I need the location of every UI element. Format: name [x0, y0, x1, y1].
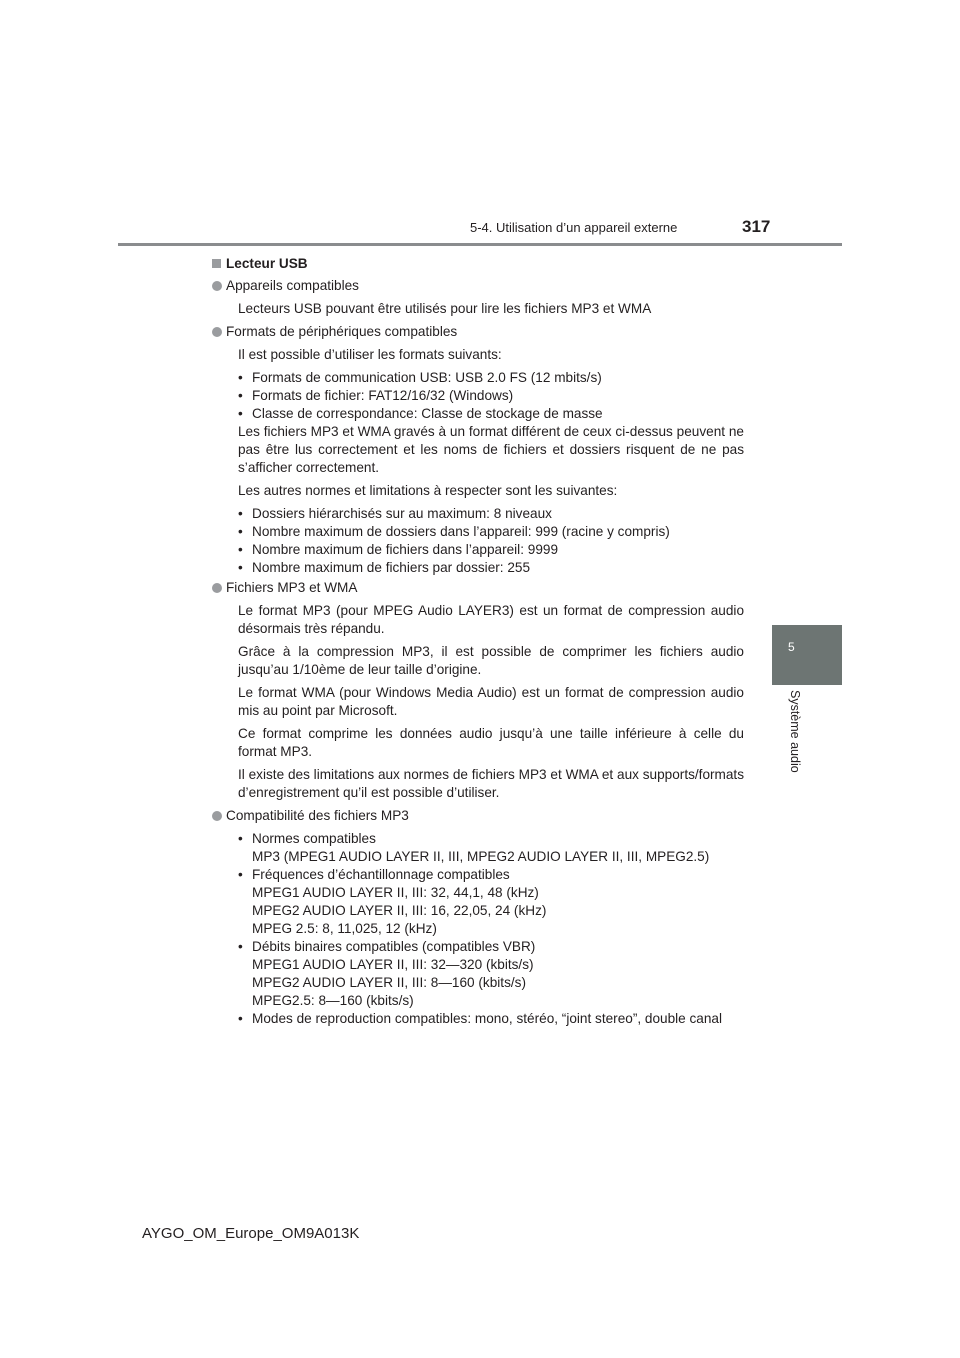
item-heading-text: Appareils compatibles: [226, 278, 359, 293]
item-heading-text: Formats de périphériques compatibles: [226, 324, 458, 339]
list-item: • Formats de communication USB: USB 2.0 FS (12 mbits/s): [238, 369, 744, 387]
list-item: • Normes compatibles: [238, 830, 744, 848]
item-heading-text: Fichiers MP3 et WMA: [226, 580, 358, 595]
circle-bullet-icon: [212, 327, 222, 337]
list-subline: MPEG1 AUDIO LAYER II, III: 32, 44,1, 48 (kHz): [252, 885, 539, 900]
header-rule: [118, 243, 842, 246]
item-heading: [212, 323, 744, 341]
paragraph: Ce format comprime les données audio jusqu’à une taille inférieure à celle du format MP3.: [238, 726, 744, 759]
list-item: • Nombre maximum de dossiers dans l’appareil: 999 (racine y compris): [238, 523, 744, 541]
paragraph: Le format MP3 (pour MPEG Audio LAYER3) est un format de compression audio désormais très répandu.: [238, 603, 744, 636]
circle-bullet-icon: [212, 583, 222, 593]
page-number: 317: [742, 217, 771, 236]
item-heading-text: Compatibilité des fichiers MP3: [226, 808, 409, 823]
list-item: • Fréquences d’échantillonnage compatibles: [238, 866, 744, 884]
footer-document-id: AYGO_OM_Europe_OM9A013K: [142, 1225, 360, 1242]
page-content: [212, 254, 744, 1033]
paragraph: Grâce à la compression MP3, il est possible de comprimer les fichiers audio jusqu’au 1/10ème de leur taille d’origine.: [238, 644, 744, 677]
paragraph: Les fichiers MP3 et WMA gravés à un format différent de ceux ci-dessus peuvent ne pas être lus correctement et les noms de fichiers et dossiers risquent de ne pas s’afficher correctement.: [238, 424, 744, 475]
section-heading-text: Lecteur USB: [226, 256, 308, 271]
chapter-tab-number: 5: [788, 640, 795, 654]
paragraph: Il existe des limitations aux normes de fichiers MP3 et WMA et aux supports/formats d’enregistrement qu’il est possible d’utiliser.: [238, 767, 744, 800]
section-heading: [212, 254, 744, 273]
circle-bullet-icon: [212, 811, 222, 821]
list-subline: MPEG2.5: 8—160 (kbits/s): [252, 993, 414, 1008]
item-heading: [212, 807, 744, 825]
chapter-tab: [772, 625, 842, 685]
list-item: • Dossiers hiérarchisés sur au maximum: 8 niveaux: [238, 505, 744, 523]
list-subline: MPEG2 AUDIO LAYER II, III: 16, 22,05, 24 (kHz): [252, 903, 547, 918]
list-subline: MPEG 2.5: 8, 11,025, 12 (kHz): [252, 921, 437, 936]
bullet-list: [238, 505, 744, 577]
paragraph: Lecteurs USB pouvant être utilisés pour lire les fichiers MP3 et WMA: [238, 301, 652, 316]
list-item: • Débits binaires compatibles (compatibles VBR): [238, 938, 744, 956]
header-section-title: 5-4. Utilisation d’un appareil externe: [470, 220, 678, 235]
list-subline: MPEG2 AUDIO LAYER II, III: 8—160 (kbits/s): [252, 975, 526, 990]
list-item: • Nombre maximum de fichiers par dossier: 255: [238, 559, 744, 577]
list-item: • Classe de correspondance: Classe de stockage de masse: [238, 405, 744, 423]
paragraph: Les autres normes et limitations à respecter sont les suivantes:: [238, 483, 618, 498]
list-subline: MP3 (MPEG1 AUDIO LAYER II, III, MPEG2 AUDIO LAYER II, III, MPEG2.5): [252, 849, 710, 864]
square-bullet-icon: [212, 259, 221, 268]
circle-bullet-icon: [212, 281, 222, 291]
item-heading: [212, 277, 744, 295]
paragraph: Le format WMA (pour Windows Media Audio) est un format de compression audio mis au point par Microsoft.: [238, 685, 744, 718]
list-item: • Modes de reproduction compatibles: mono, stéréo, “joint stereo”, double canal: [238, 1010, 744, 1028]
bullet-list: [238, 369, 744, 423]
paragraph: Il est possible d’utiliser les formats suivants:: [238, 347, 502, 362]
chapter-side-label: Système audio: [788, 690, 802, 773]
list-item: • Formats de fichier: FAT12/16/32 (Windows): [238, 387, 744, 405]
list-item: • Nombre maximum de fichiers dans l’appareil: 9999: [238, 541, 744, 559]
bullet-list: [238, 830, 744, 1028]
list-subline: MPEG1 AUDIO LAYER II, III: 32—320 (kbits/s): [252, 957, 534, 972]
item-heading: [212, 579, 744, 597]
